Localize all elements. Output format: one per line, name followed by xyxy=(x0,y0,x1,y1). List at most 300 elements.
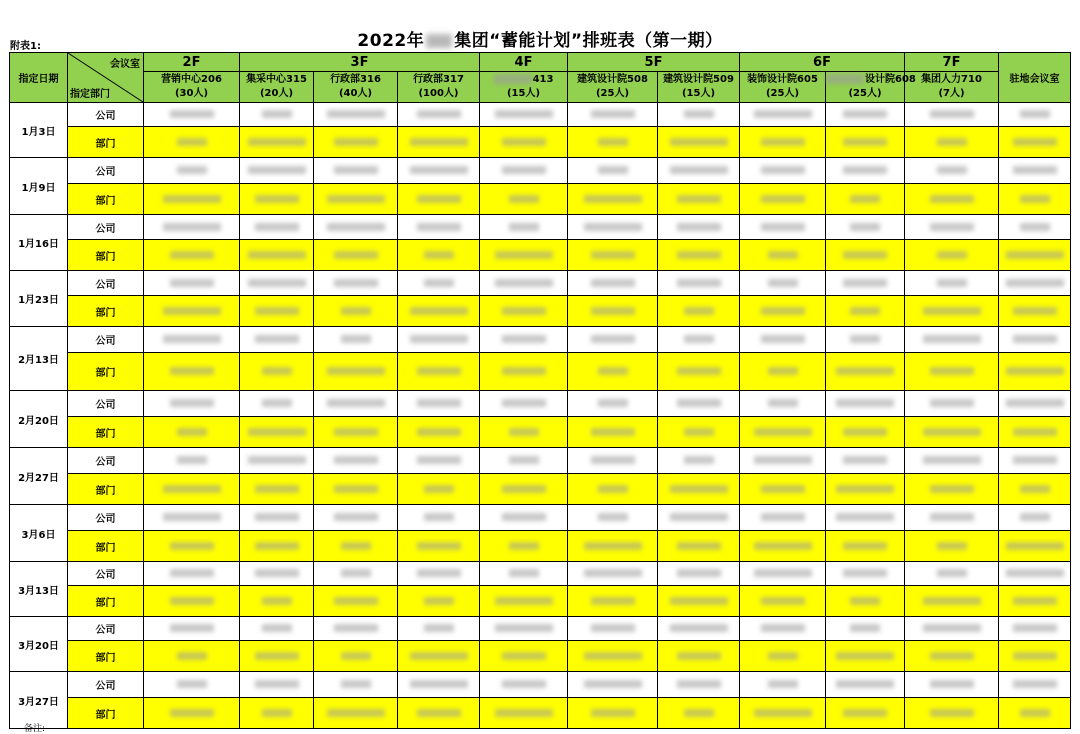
redacted-text xyxy=(509,569,539,577)
room-name-text: 行政部316 xyxy=(330,74,381,85)
redacted-text xyxy=(1006,399,1064,407)
redacted-assignment-cell xyxy=(480,586,568,617)
onsite-room-label: 驻地会议室 xyxy=(1009,74,1060,85)
redacted-assignment-cell xyxy=(826,641,905,672)
redacted-text xyxy=(248,166,306,174)
redacted-text xyxy=(761,138,805,146)
redacted-assignment-cell xyxy=(480,215,568,240)
redacted-text xyxy=(502,335,546,343)
redacted-assignment-cell xyxy=(658,271,740,296)
redacted-assignment-cell xyxy=(740,617,826,641)
redacted-assignment-cell xyxy=(144,448,240,474)
redacted-text xyxy=(495,709,553,717)
redacted-text xyxy=(768,367,798,375)
redacted-assignment-cell xyxy=(568,641,658,672)
redacted-text xyxy=(502,307,546,315)
redacted-assignment-cell xyxy=(480,672,568,698)
redacted-text xyxy=(923,624,981,632)
redacted-assignment-cell xyxy=(905,562,999,586)
room-capacity: (7人) xyxy=(938,88,965,99)
redacted-assignment-cell xyxy=(999,271,1071,296)
redacted-assignment-cell xyxy=(740,562,826,586)
redacted-assignment-cell xyxy=(398,617,480,641)
redacted-text xyxy=(424,597,454,605)
redacted-assignment-cell xyxy=(480,562,568,586)
date-label: 3月27日 xyxy=(18,696,59,708)
redacted-assignment-cell xyxy=(144,158,240,184)
redacted-assignment-cell xyxy=(314,698,398,729)
redacted-text xyxy=(768,279,798,287)
redacted-assignment-cell xyxy=(398,672,480,698)
redacted-assignment-cell xyxy=(905,215,999,240)
redacted-text xyxy=(170,367,214,375)
redacted-assignment-cell xyxy=(999,586,1071,617)
room-name-text: 建筑设计院509 xyxy=(663,74,734,85)
redacted-text xyxy=(923,597,981,605)
redacted-text xyxy=(677,542,721,550)
redacted-text xyxy=(1020,110,1050,118)
company-row-label xyxy=(68,672,144,698)
redacted-assignment-cell xyxy=(999,474,1071,505)
redacted-assignment-cell xyxy=(740,353,826,391)
redacted-assignment-cell xyxy=(905,672,999,698)
redacted-text xyxy=(670,485,728,493)
redacted-text xyxy=(1020,223,1050,231)
redacted-text xyxy=(930,709,974,717)
redacted-text xyxy=(1006,569,1064,577)
redacted-text xyxy=(163,307,221,315)
redacted-assignment-cell xyxy=(314,103,398,127)
redacted-assignment-cell xyxy=(480,353,568,391)
department-row-label xyxy=(68,296,144,327)
redacted-assignment-cell xyxy=(905,417,999,448)
redacted-assignment-cell xyxy=(240,391,314,417)
company-row-label xyxy=(68,327,144,353)
redacted-text xyxy=(248,456,306,464)
room-header xyxy=(568,72,658,103)
redacted-assignment-cell xyxy=(999,505,1071,531)
redacted-text xyxy=(495,624,553,632)
redacted-text xyxy=(334,485,378,493)
redacted-text xyxy=(1013,166,1057,174)
floor-header-2f xyxy=(144,53,240,72)
redacted-assignment-cell xyxy=(999,240,1071,271)
redacted-text xyxy=(754,428,812,436)
redacted-text xyxy=(930,513,974,521)
redacted-assignment-cell xyxy=(568,127,658,158)
redacted-assignment-cell xyxy=(398,296,480,327)
department-label-text: 部门 xyxy=(95,597,116,609)
redacted-text xyxy=(591,335,635,343)
redacted-assignment-cell xyxy=(826,617,905,641)
redacted-text xyxy=(677,279,721,287)
redacted-assignment-cell xyxy=(398,240,480,271)
redacted-text xyxy=(937,138,967,146)
redacted-assignment-cell xyxy=(905,448,999,474)
date-label: 3月20日 xyxy=(18,640,59,652)
redacted-assignment-cell xyxy=(144,271,240,296)
redacted-text xyxy=(677,652,721,660)
company-row-label xyxy=(68,215,144,240)
redacted-assignment-cell xyxy=(314,240,398,271)
redacted-assignment-cell xyxy=(398,586,480,617)
company-label-text: 公司 xyxy=(95,625,116,636)
redacted-text xyxy=(255,652,299,660)
department-label-text: 部门 xyxy=(95,709,116,721)
redacted-assignment-cell xyxy=(826,240,905,271)
redacted-text xyxy=(591,110,635,118)
redacted-text xyxy=(843,709,887,717)
date-cell xyxy=(10,391,68,448)
redacted-text xyxy=(327,223,385,231)
redacted-text xyxy=(177,680,207,688)
redacted-assignment-cell xyxy=(826,698,905,729)
redacted-text xyxy=(923,456,981,464)
redacted-assignment-cell xyxy=(568,158,658,184)
redacted-assignment-cell xyxy=(314,353,398,391)
redacted-assignment-cell xyxy=(480,698,568,729)
department-row-label xyxy=(68,417,144,448)
room-name-text: 装饰设计院605 xyxy=(747,74,818,85)
appendix-label: 附表1: xyxy=(10,41,41,52)
redacted-text xyxy=(502,485,546,493)
redacted-assignment-cell xyxy=(826,448,905,474)
redacted-assignment-cell xyxy=(240,586,314,617)
redacted-assignment-cell xyxy=(999,641,1071,672)
redacted-assignment-cell xyxy=(480,531,568,562)
redacted-assignment-cell xyxy=(568,586,658,617)
redacted-assignment-cell xyxy=(999,562,1071,586)
redacted-assignment-cell xyxy=(658,184,740,215)
redacted-assignment-cell xyxy=(826,474,905,505)
redacted-assignment-cell xyxy=(905,184,999,215)
redacted-text xyxy=(684,335,714,343)
room-capacity: (15人) xyxy=(506,88,541,99)
department-row-label xyxy=(68,184,144,215)
redacted-assignment-cell xyxy=(240,562,314,586)
redacted-text xyxy=(410,335,468,343)
redacted-text xyxy=(509,542,539,550)
redacted-text xyxy=(327,195,385,203)
redacted-assignment-cell xyxy=(314,562,398,586)
redacted-text xyxy=(843,279,887,287)
room-name xyxy=(144,73,239,87)
redacted-text xyxy=(255,680,299,688)
company-label-text: 公司 xyxy=(95,111,116,122)
redacted-assignment-cell xyxy=(568,391,658,417)
redacted-assignment-cell xyxy=(240,698,314,729)
redacted-text xyxy=(424,279,454,287)
floor-label: 5F xyxy=(644,54,663,70)
redacted-assignment-cell xyxy=(826,505,905,531)
redacted-assignment-cell xyxy=(905,158,999,184)
redacted-assignment-cell xyxy=(568,531,658,562)
company-row-label xyxy=(68,158,144,184)
redacted-text xyxy=(754,569,812,577)
room-header xyxy=(480,72,568,103)
redacted-text xyxy=(417,709,461,717)
redacted-assignment-cell xyxy=(568,327,658,353)
redacted-assignment-cell xyxy=(480,184,568,215)
redacted-assignment-cell xyxy=(905,698,999,729)
redacted-text xyxy=(584,223,642,231)
room-name xyxy=(480,73,567,87)
redacted-text xyxy=(754,456,812,464)
redacted-assignment-cell xyxy=(314,327,398,353)
redacted-text xyxy=(177,456,207,464)
redacted-assignment-cell xyxy=(905,586,999,617)
room-capacity: (100人) xyxy=(418,88,459,99)
redacted-text xyxy=(334,513,378,521)
department-row-label xyxy=(68,474,144,505)
redacted-text xyxy=(255,195,299,203)
department-label-text: 部门 xyxy=(95,307,116,319)
redacted-assignment-cell xyxy=(240,240,314,271)
company-label-text: 公司 xyxy=(95,570,116,581)
department-row-label xyxy=(68,353,144,391)
date-cell xyxy=(10,103,68,158)
company-label-text: 公司 xyxy=(95,681,116,692)
redacted-text xyxy=(598,513,628,521)
redacted-text xyxy=(262,597,292,605)
redacted-text xyxy=(1006,251,1064,259)
redacted-assignment-cell xyxy=(240,296,314,327)
redacted-text xyxy=(768,251,798,259)
department-label-text: 部门 xyxy=(95,652,116,664)
date-cell xyxy=(10,448,68,505)
redacted-text xyxy=(327,709,385,717)
redacted-text xyxy=(410,166,468,174)
redacted-assignment-cell xyxy=(658,127,740,158)
redacted-text xyxy=(584,542,642,550)
redacted-assignment-cell xyxy=(740,184,826,215)
title-suffix: 集团“蓄能计划”排班表（第一期） xyxy=(454,31,723,51)
company-row-label xyxy=(68,103,144,127)
department-row-label xyxy=(68,531,144,562)
redacted-text xyxy=(768,652,798,660)
redacted-assignment-cell xyxy=(314,127,398,158)
redacted-text xyxy=(424,624,454,632)
redacted-assignment-cell xyxy=(568,296,658,327)
redacted-assignment-cell xyxy=(240,641,314,672)
redacted-assignment-cell xyxy=(314,417,398,448)
redacted-text xyxy=(1020,513,1050,521)
redacted-assignment-cell xyxy=(740,672,826,698)
redacted-assignment-cell xyxy=(658,353,740,391)
redacted-assignment-cell xyxy=(740,448,826,474)
redacted-text xyxy=(341,307,371,315)
redacted-assignment-cell xyxy=(398,505,480,531)
redacted-text xyxy=(341,652,371,660)
redacted-text xyxy=(591,307,635,315)
department-label-text: 部门 xyxy=(95,368,116,379)
redacted-assignment-cell xyxy=(240,505,314,531)
redacted-text xyxy=(930,399,974,407)
redacted-assignment-cell xyxy=(999,353,1071,391)
redacted-assignment-cell xyxy=(658,417,740,448)
company-row-label xyxy=(68,505,144,531)
redacted-assignment-cell xyxy=(658,531,740,562)
redacted-text xyxy=(598,367,628,375)
redacted-text xyxy=(1020,709,1050,717)
redacted-text xyxy=(850,195,880,203)
redacted-assignment-cell xyxy=(144,296,240,327)
redacted-assignment-cell xyxy=(314,672,398,698)
redacted-assignment-cell xyxy=(826,672,905,698)
company-row-label xyxy=(68,617,144,641)
redacted-assignment-cell xyxy=(480,158,568,184)
room-name-text: 设计院608 xyxy=(865,74,916,85)
redacted-text xyxy=(836,367,894,375)
redacted-text xyxy=(923,335,981,343)
redacted-assignment-cell xyxy=(144,617,240,641)
redacted-assignment-cell xyxy=(905,531,999,562)
redacted-text xyxy=(1006,542,1064,550)
redacted-text xyxy=(598,485,628,493)
redacted-text xyxy=(591,428,635,436)
redacted-text xyxy=(836,399,894,407)
redacted-text xyxy=(584,195,642,203)
room-header xyxy=(826,72,916,103)
redacted-assignment-cell xyxy=(240,531,314,562)
date-label: 2月27日 xyxy=(18,472,59,484)
date-cell xyxy=(10,158,68,215)
redacted-text xyxy=(341,542,371,550)
redacted-assignment-cell xyxy=(826,127,905,158)
redacted-assignment-cell xyxy=(314,215,398,240)
redacted-assignment-cell xyxy=(740,158,826,184)
redacted-assignment-cell xyxy=(658,586,740,617)
redacted-assignment-cell xyxy=(240,327,314,353)
redacted-assignment-cell xyxy=(826,531,905,562)
floor-header-5f xyxy=(568,53,740,72)
room-name xyxy=(568,73,657,87)
company-label-text: 公司 xyxy=(95,514,116,525)
redacted-text xyxy=(761,597,805,605)
redacted-assignment-cell xyxy=(999,184,1071,215)
redacted-text xyxy=(163,195,221,203)
redacted-text xyxy=(255,335,299,343)
redacted-text xyxy=(248,279,306,287)
redacted-assignment-cell xyxy=(658,617,740,641)
redacted-assignment-cell xyxy=(826,391,905,417)
redacted-text xyxy=(930,680,974,688)
redacted-text xyxy=(754,110,812,118)
redacted-text xyxy=(1006,279,1064,287)
redacted-assignment-cell xyxy=(398,417,480,448)
redacted-text xyxy=(177,652,207,660)
redacted-assignment-cell xyxy=(144,240,240,271)
redacted-text xyxy=(410,680,468,688)
redacted-assignment-cell xyxy=(568,417,658,448)
redacted-text xyxy=(327,399,385,407)
room-name-text: 建筑设计院508 xyxy=(577,74,648,85)
redacted-assignment-cell xyxy=(144,391,240,417)
redacted-text xyxy=(930,485,974,493)
redacted-text xyxy=(417,569,461,577)
redacted-assignment-cell xyxy=(826,586,905,617)
redacted-assignment-cell xyxy=(568,562,658,586)
redacted-text xyxy=(598,399,628,407)
redacted-text xyxy=(334,428,378,436)
redacted-text xyxy=(334,597,378,605)
redacted-text xyxy=(670,624,728,632)
redacted-assignment-cell xyxy=(826,296,905,327)
redacted-assignment-cell xyxy=(568,103,658,127)
redacted-assignment-cell xyxy=(480,296,568,327)
date-cell xyxy=(10,562,68,617)
redacted-text xyxy=(670,166,728,174)
redacted-text xyxy=(341,680,371,688)
redacted-text xyxy=(843,428,887,436)
redacted-text xyxy=(591,624,635,632)
redacted-assignment-cell xyxy=(314,505,398,531)
redacted-assignment-cell xyxy=(314,586,398,617)
redacted-assignment-cell xyxy=(740,698,826,729)
redacted-text xyxy=(1020,485,1050,493)
redacted-text xyxy=(761,485,805,493)
redacted-assignment-cell xyxy=(658,448,740,474)
redacted-text xyxy=(584,569,642,577)
redacted-text xyxy=(836,680,894,688)
room-name xyxy=(398,73,479,87)
redacted-text xyxy=(502,138,546,146)
header-date-cell xyxy=(10,53,68,103)
redacted-text xyxy=(754,542,812,550)
redacted-text xyxy=(843,542,887,550)
redacted-text xyxy=(417,399,461,407)
redacted-assignment-cell xyxy=(740,391,826,417)
redacted-assignment-cell xyxy=(314,391,398,417)
redacted-text xyxy=(930,195,974,203)
redacted-assignment-cell xyxy=(658,474,740,505)
redacted-text xyxy=(248,138,306,146)
floor-label: 6F xyxy=(813,54,831,70)
room-header xyxy=(658,72,740,103)
redacted-assignment-cell xyxy=(314,617,398,641)
redacted-assignment-cell xyxy=(480,617,568,641)
redacted-text xyxy=(262,367,292,375)
redacted-text xyxy=(677,195,721,203)
redacted-assignment-cell xyxy=(740,127,826,158)
redacted-assignment-cell xyxy=(905,641,999,672)
redacted-assignment-cell xyxy=(658,215,740,240)
redacted-text xyxy=(850,307,880,315)
redacted-text xyxy=(1013,624,1057,632)
redacted-assignment-cell xyxy=(240,127,314,158)
redacted-text xyxy=(843,110,887,118)
department-row-label xyxy=(68,127,144,158)
redacted-text xyxy=(937,569,967,577)
room-capacity: (25人) xyxy=(848,88,882,99)
redacted-assignment-cell xyxy=(905,617,999,641)
room-name xyxy=(240,73,313,87)
floor-label: 7F xyxy=(942,54,961,70)
page-title xyxy=(0,29,1080,53)
redacted-text xyxy=(327,110,385,118)
department-label-text: 部门 xyxy=(95,251,116,263)
redacted-text xyxy=(843,251,887,259)
redacted-text xyxy=(255,307,299,315)
redacted-assignment-cell xyxy=(480,641,568,672)
redacted-text xyxy=(502,680,546,688)
room-name-text: 行政部317 xyxy=(413,74,464,85)
redacted-text xyxy=(509,428,539,436)
redacted-assignment-cell xyxy=(740,327,826,353)
redacted-text xyxy=(1006,367,1064,375)
redacted-assignment-cell xyxy=(999,215,1071,240)
room-name-text: 413 xyxy=(532,74,554,85)
